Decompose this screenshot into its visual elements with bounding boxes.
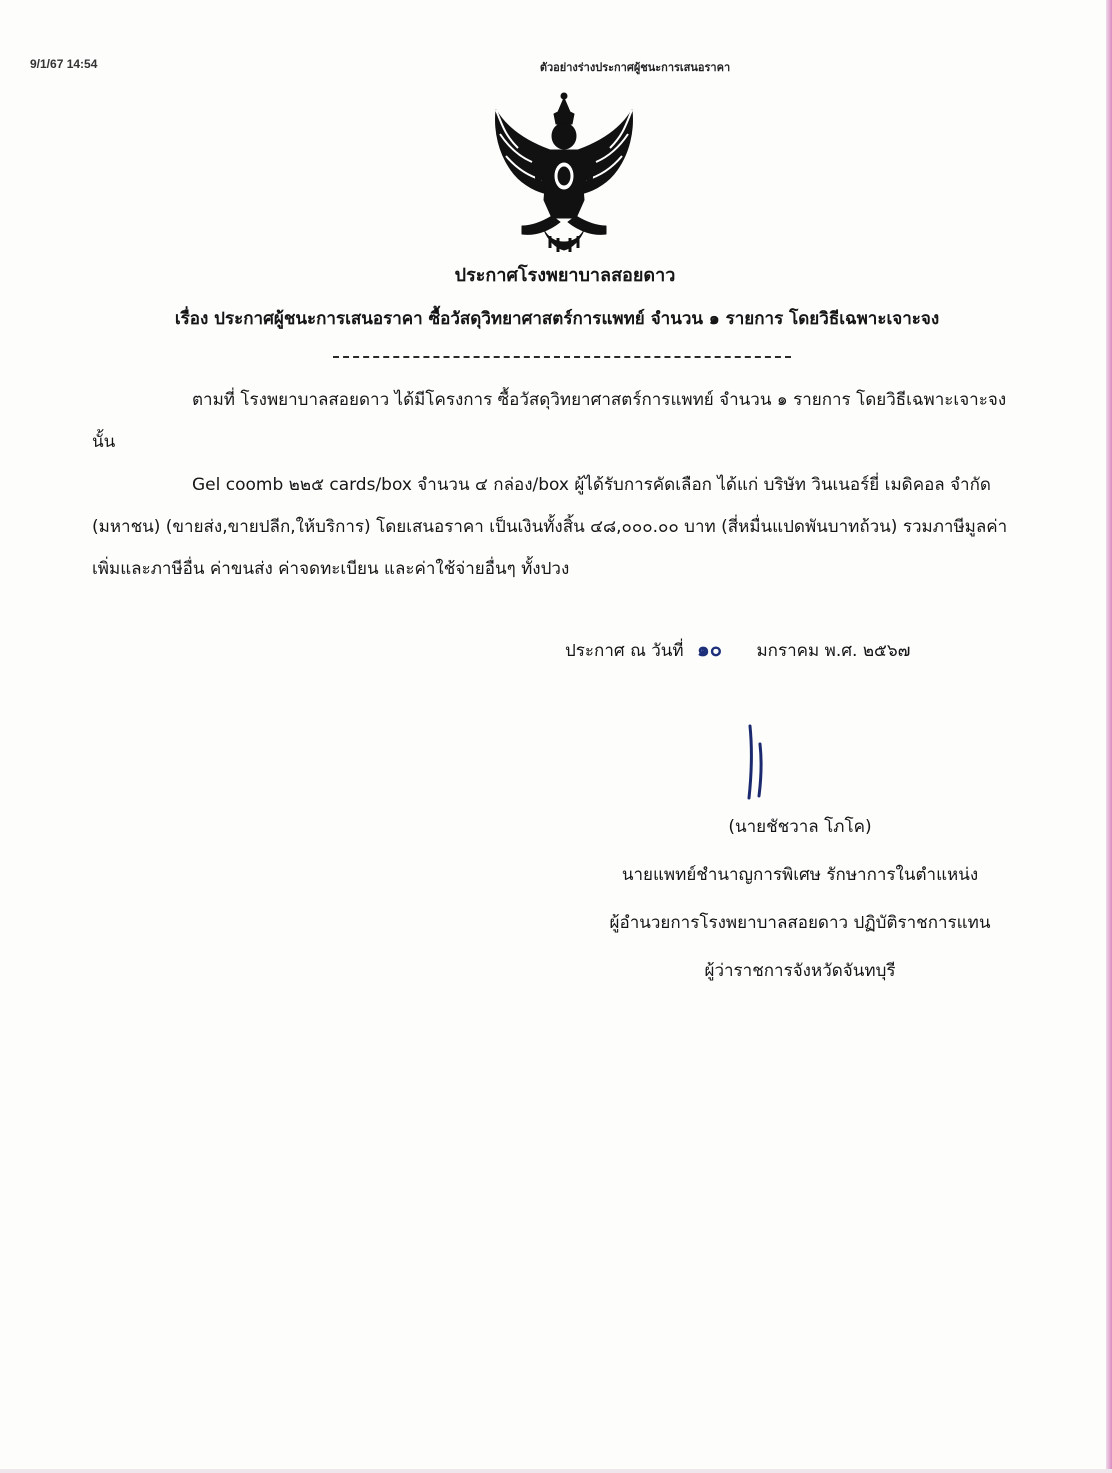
signatory-position-3: ผู้ว่าราชการจังหวัดจันทบุรี — [704, 961, 896, 981]
page-edge-bottom — [0, 1469, 1112, 1473]
announcement-subject: เรื่อง ประกาศผู้ชนะการเสนอราคา ซื้อวัสดุวิทยาศาสตร์การแพทย์ จำนวน ๑ รายการ โดยวิธีเฉพาะเจาะจง — [174, 309, 940, 329]
signatory-position-2: ผู้อำนวยการโรงพยาบาลสอยดาว ปฏิบัติราชการแทน — [609, 913, 991, 933]
body-paragraph-1: ตามที่ โรงพยาบาลสอยดาว ได้มีโครงการ ซื้อวัสดุวิทยาศาสตร์การแพทย์ จำนวน ๑ รายการ โดยวิธีเฉพาะเจาะจง นั้น — [92, 390, 1007, 452]
signatory-name: (นายชัชวาล โภโค) — [728, 817, 872, 837]
date-month-year: มกราคม พ.ศ. ๒๕๖๗ — [756, 641, 911, 661]
body-paragraph-2: Gel coomb ๒๒๕ cards/box จำนวน ๔ กล่อง/box ผู้ได้รับการคัดเลือก ได้แก่ บริษัท วินเนอร์ยี่ เมดิคอล จำกัด (มหาชน) (ขายส่ง,ขายปลีก,ให้บริการ) โดยเสนอราคา เป็นเงินทั้งสิ้น ๔๘,๐๐๐.๐๐ บาท (สี่หมื่นแปดพันบาทถ้วน) รวมภาษีมูลค่าเพิ่มและภาษีอื่น ค่าขนส่ง ค่าจดทะเบียน และค่าใช้จ่ายอื่นๆ ทั้งปวง — [92, 475, 1008, 579]
print-timestamp: 9/1/67 14:54 — [30, 57, 98, 71]
date-prefix: ประกาศ ณ วันที่ — [565, 641, 684, 661]
handwritten-day: ๑๐ — [697, 637, 722, 661]
announcement-date — [565, 633, 910, 665]
handwritten-signature — [738, 722, 774, 802]
title-divider — [333, 356, 791, 358]
draft-header-note: ตัวอย่างร่างประกาศผู้ชนะการเสนอราคา — [539, 61, 731, 74]
announcement-title: ประกาศโรงพยาบาลสอยดาว — [454, 265, 676, 286]
garuda-emblem-icon — [488, 90, 640, 255]
signatory-block — [570, 806, 1030, 998]
signatory-position-1: นายแพทย์ชำนาญการพิเศษ รักษาการในตำแหน่ง — [621, 865, 979, 885]
page-edge-right — [1106, 0, 1112, 1473]
